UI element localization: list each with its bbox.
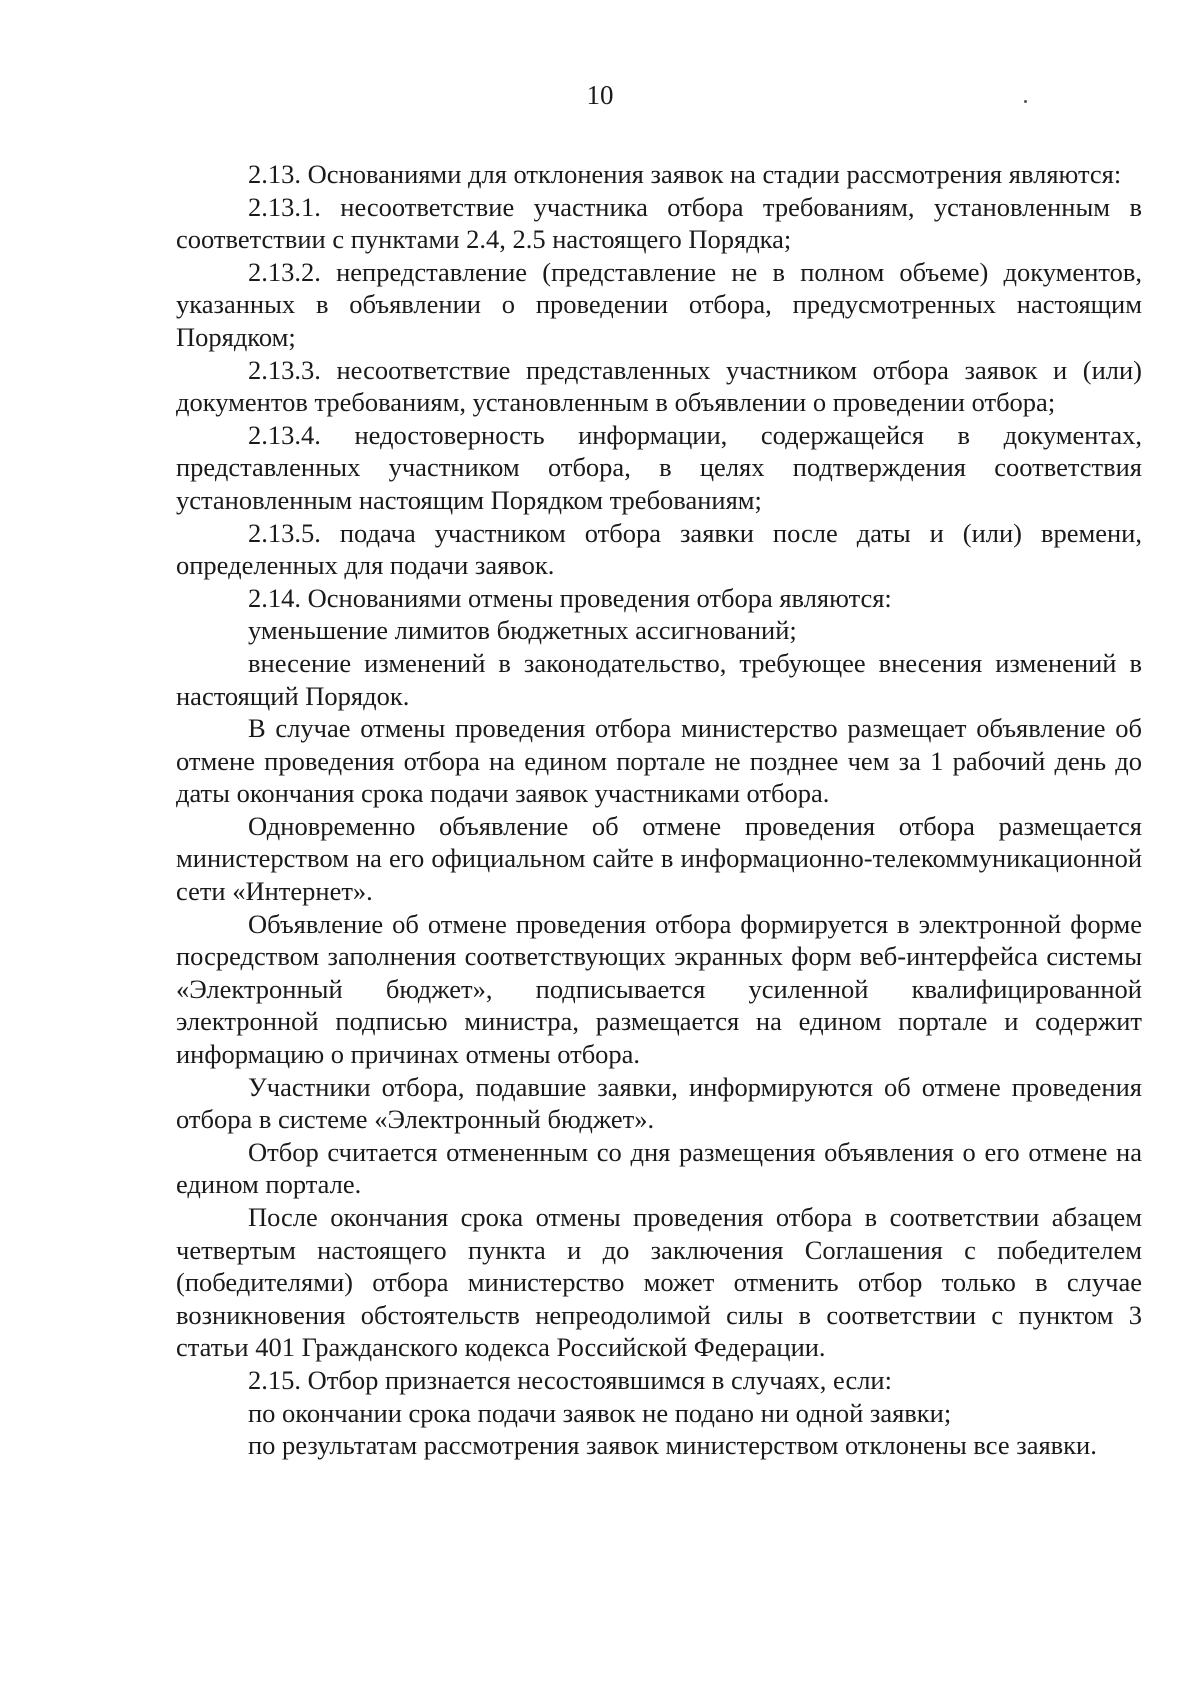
paragraph-2-13-4: 2.13.4. недостоверность информации, содержащейся в документах, представленных участником отбора, в целях подтверждения соответствия установленным настоящим Порядком требованиям;	[176, 419, 1142, 515]
paragraph-electronic-form: Объявление об отмене проведения отбора формируется в электронной форме посредством заполнения соответствующих экранных форм веб-интерфейса системы «Электронный бюджет», подписывается усиленной квалифицированной электронной подписью министра, размещается на едином портале и содержит информацию о причинах отмены отбора.	[176, 908, 1142, 1070]
paragraph-force-majeure: После окончания срока отмены проведения отбора в соответствии абзацем четвертым настоящего пункта и до заключения Соглашения с победителем (победителями) отбора министерство может отменить отбор только в случае возникновения обстоятельств непреодолимой силы в соответствии с пунктом 3 статьи 401 Гражданского кодекса Российской Федерации.	[176, 1202, 1142, 1363]
paragraph-limits: уменьшение лимитов бюджетных ассигнований;	[248, 615, 797, 646]
scan-artifact-dot	[1024, 100, 1027, 103]
paragraph-cancellation-notice: В случае отмены проведения отбора министерство размещает объявление об отмене проведения отбора на едином портале не позднее чем за 1 рабочий день до даты окончания срока подачи заявок участниками отбора.	[176, 713, 1142, 809]
paragraph-legislation: внесение изменений в законодательство, требующее внесения изменений в настоящий Порядок.	[176, 647, 1142, 711]
paragraph-2-13: 2.13. Основаниями для отклонения заявок на стадии рассмотрения являются:	[248, 159, 1122, 189]
paragraph-2-13-3: 2.13.3. несоответствие представленных участником отбора заявок и (или) документов требованиям, установленным в объявлении о проведении отбора;	[176, 354, 1142, 418]
paragraph-2-15: 2.15. Отбор признается несостоявшимся в случаях, если:	[248, 1364, 892, 1395]
paragraph-participants-informed: Участники отбора, подавшие заявки, информируются об отмене проведения отбора в системе «Электронный бюджет».	[176, 1071, 1142, 1135]
paragraph-2-13-1: 2.13.1. несоответствие участника отбора требованиям, установленным в соответствии с пунктами 2.4, 2.5 настоящего Порядка;	[176, 191, 1142, 255]
paragraph-all-rejected: по результатам рассмотрения заявок министерством отклонены все заявки.	[248, 1430, 1097, 1461]
paragraph-2-13-2: 2.13.2. непредставление (представление не в полном объеме) документов, указанных в объявлении о проведении отбора, предусмотренных настоящим Порядком;	[176, 256, 1142, 352]
page-number: 10	[586, 80, 614, 110]
paragraph-official-site: Одновременно объявление об отмене проведения отбора размещается министерством на его официальном сайте в информационно-телекоммуникационной сети «Интернет».	[176, 810, 1142, 907]
paragraph-no-applications: по окончании срока подачи заявок не подано ни одной заявки;	[248, 1397, 952, 1428]
document-body	[176, 158, 1142, 1462]
paragraph-cancelled-date: Отбор считается отмененным со дня размещения объявления о его отмене на едином портале.	[176, 1136, 1142, 1200]
paragraph-2-13-5: 2.13.5. подача участником отбора заявки после даты и (или) времени, определенных для подачи заявок.	[176, 517, 1142, 581]
paragraph-2-14: 2.14. Основаниями отмены проведения отбора являются:	[248, 582, 892, 613]
